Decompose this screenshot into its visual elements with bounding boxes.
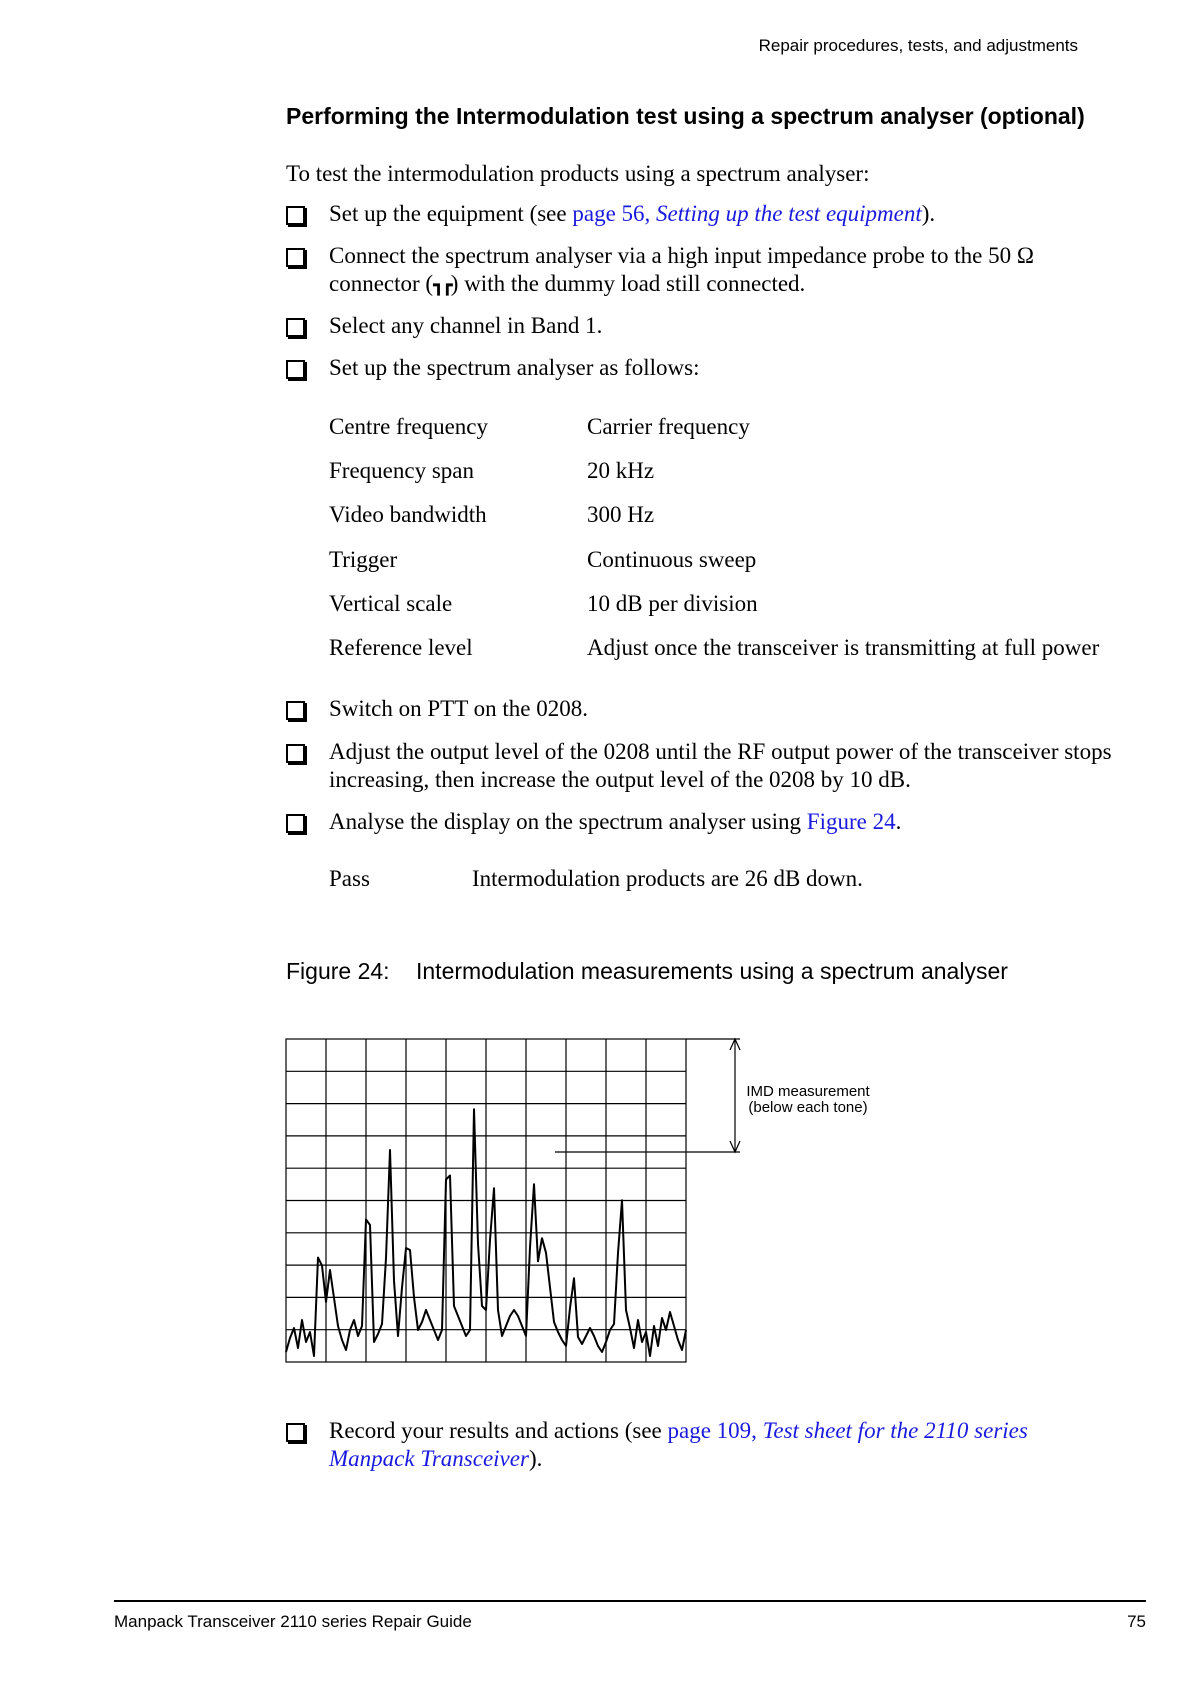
- pass-label: Pass: [329, 866, 370, 891]
- figure-caption: [286, 958, 1008, 985]
- setting-value: 10 dB per division: [587, 591, 758, 616]
- checkbox-icon: [286, 701, 305, 720]
- imd-measurement-marker: [555, 1039, 740, 1152]
- spectrum-analyser-figure: [280, 1030, 900, 1380]
- setting-label: Vertical scale: [329, 591, 453, 616]
- page-number: 75: [1127, 1612, 1146, 1631]
- setting-label: Centre frequency: [329, 414, 489, 439]
- checkbox-icon: [286, 360, 305, 379]
- imd-annotation-line1: IMD measurement: [746, 1083, 870, 1100]
- step-connect-analyser: Connect the spectrum analyser via a high input impedance probe to the 50 Ω connector (┓┏) with the dummy load still connected.: [329, 243, 1034, 296]
- figure-number: Figure 24:: [286, 958, 390, 984]
- footer-rule: [114, 1600, 1146, 1602]
- step-record-results: Record your results and actions (see page 109, Test sheet for the 2110 series Manpack Transceiver).: [329, 1418, 1028, 1471]
- setting-value: Adjust once the transceiver is transmitting at full power: [587, 635, 1100, 660]
- step-switch-ptt: Switch on PTT on the 0208.: [329, 696, 588, 721]
- setting-label: Frequency span: [329, 458, 474, 483]
- intro-text: To test the intermodulation products using a spectrum analyser:: [286, 161, 870, 186]
- step-analyse-display: Analyse the display on the spectrum analyser using Figure 24.: [329, 809, 902, 834]
- checkbox-icon: [286, 248, 305, 267]
- checkbox-icon: [286, 206, 305, 225]
- step-select-channel: Select any channel in Band 1.: [329, 313, 603, 338]
- setting-value: 20 kHz: [587, 458, 655, 483]
- setting-value: Continuous sweep: [587, 547, 757, 572]
- setting-label: Reference level: [329, 635, 473, 660]
- section-link-continued[interactable]: Manpack Transceiver: [329, 1446, 529, 1471]
- setting-value: 300 Hz: [587, 502, 655, 527]
- checkbox-icon: [286, 318, 305, 337]
- setting-label: Trigger: [329, 547, 398, 572]
- setting-value: Carrier frequency: [587, 414, 750, 439]
- step-adjust-output: Adjust the output level of the 0208 until the RF output power of the transceiver stops increasing, then increase the output level of the 0208 by 10 dB.: [329, 739, 1112, 792]
- footer-guide-title: Manpack Transceiver 2110 series Repair Guide: [114, 1612, 472, 1631]
- figure-link[interactable]: Figure 24: [806, 809, 896, 834]
- section-link[interactable]: Setting up the test equipment: [656, 201, 922, 226]
- page-link[interactable]: page 56,: [572, 201, 657, 226]
- imd-annotation-line2: (below each tone): [748, 1099, 868, 1116]
- section-title: Performing the Intermodulation test using a spectrum analyser (optional): [286, 103, 1085, 129]
- page-link[interactable]: page 109,: [667, 1418, 763, 1443]
- figure-title: Intermodulation measurements using a spectrum analyser: [416, 958, 1008, 984]
- checkbox-icon: [286, 1423, 305, 1442]
- running-header: Repair procedures, tests, and adjustments: [758, 36, 1078, 55]
- section-link[interactable]: Test sheet for the 2110 series: [762, 1418, 1028, 1443]
- checkbox-icon: [286, 744, 305, 763]
- pass-criteria: Intermodulation products are 26 dB down.: [472, 866, 863, 891]
- checkbox-icon: [286, 814, 305, 833]
- setting-label: Video bandwidth: [329, 502, 487, 527]
- connector-symbol-icon: ┓┏: [433, 275, 451, 295]
- step-setup-equipment: Set up the equipment (see page 56, Setting up the test equipment).: [329, 201, 936, 226]
- step-setup-analyser: Set up the spectrum analyser as follows:: [329, 355, 700, 380]
